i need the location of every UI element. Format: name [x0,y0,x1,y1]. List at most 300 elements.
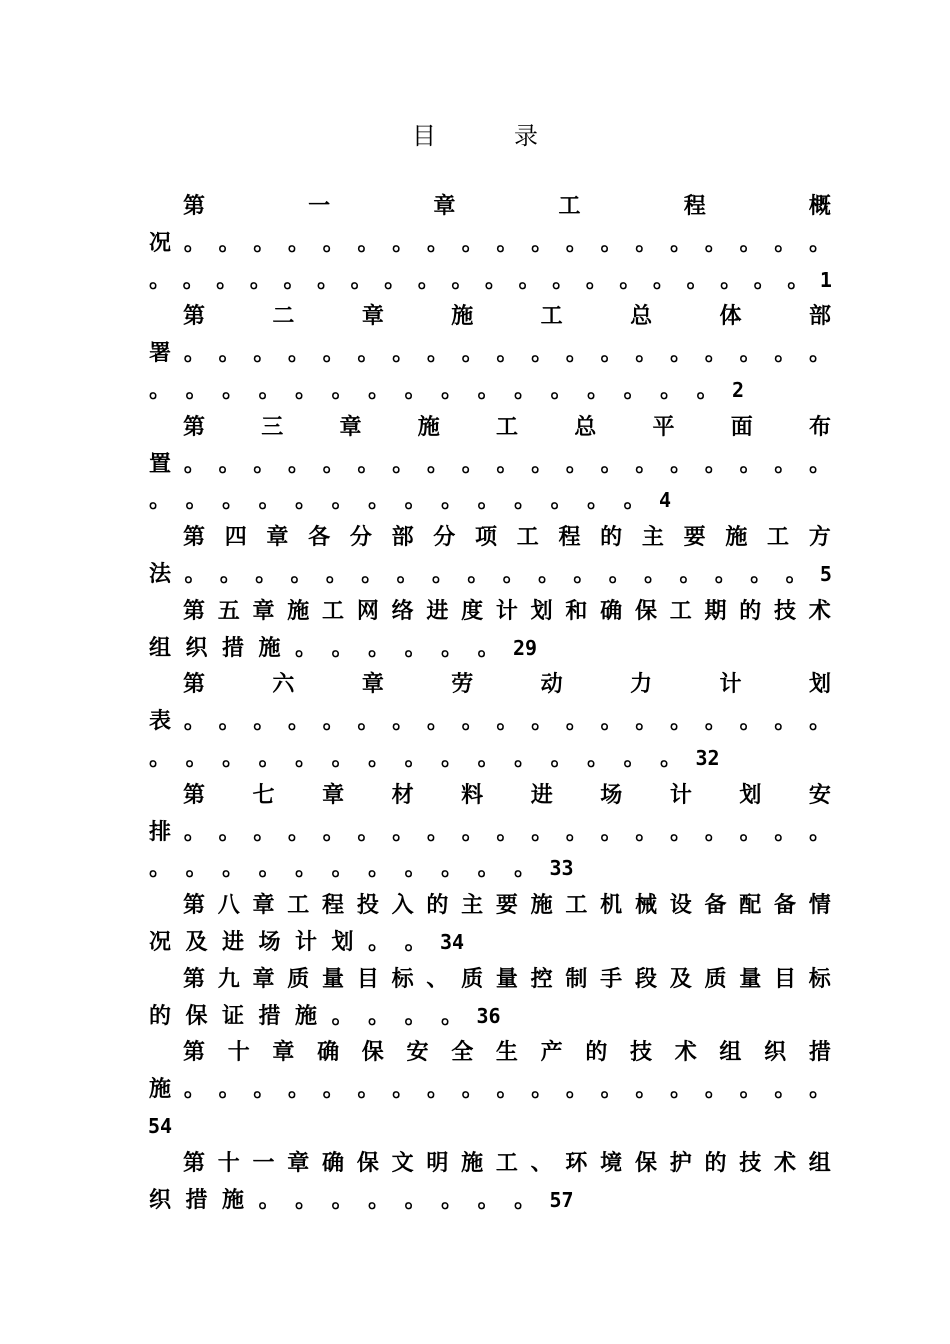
leader-dot: 。 [586,744,609,771]
leader-dot: 。 [316,266,339,293]
toc-char: 五 [217,597,240,624]
leader-dot: 。 [774,1076,797,1103]
toc-char: 计 [294,928,317,955]
toc-char: 、 [530,1149,553,1176]
toc-line [148,519,832,556]
leader-dot: 。 [644,560,667,587]
toc-char: 产 [540,1039,563,1066]
toc-char: 情 [808,892,831,919]
toc-char: 第 [182,597,205,624]
leader-dot: 。 [221,487,244,514]
leader-dot: 。 [573,560,596,587]
leader-dot: 。 [704,1076,727,1103]
toc-char: 场 [600,781,623,808]
toc-char: 术 [674,1039,697,1066]
leader-dot: 。 [253,340,276,367]
toc-page-number: 33 [549,856,574,881]
leader-dot: 。 [623,376,646,403]
toc-char: 量 [495,965,518,992]
toc-line [148,814,832,851]
leader-dot: 。 [322,229,345,256]
toc-char: 技 [630,1039,653,1066]
toc-char: 投 [356,892,379,919]
leader-dot: 。 [392,1076,415,1103]
toc-char: 方 [808,524,831,551]
toc-char: 第 [182,781,205,808]
toc-char: 网 [356,597,379,624]
toc-line [148,298,832,335]
toc-char: 七 [252,781,275,808]
leader-dot: 。 [635,450,658,477]
toc-char: 施 [530,892,553,919]
toc-char: 械 [634,892,657,919]
toc-char: 安 [406,1039,429,1066]
leader-dot: 。 [808,450,831,477]
leader-dot: 。 [739,229,762,256]
leader-dot: 。 [477,376,500,403]
toc-entry[interactable] [148,1145,832,1219]
leader-dot: 。 [258,376,281,403]
toc-char: 况 [148,928,171,955]
leader-dot: 。 [531,1076,554,1103]
toc-char: 第 [182,892,205,919]
leader-dot: 。 [608,560,631,587]
toc-page-number: 32 [695,745,720,770]
leader-dot: 。 [808,1076,831,1103]
leader-dot: 。 [322,340,345,367]
toc-char: 及 [185,928,208,955]
leader-dot: 。 [531,340,554,367]
toc-char: 力 [630,671,653,698]
toc-entry[interactable] [148,1034,832,1144]
leader-dot: 。 [258,744,281,771]
toc-char: 主 [641,524,664,551]
leader-dot: 。 [253,450,276,477]
toc-char: 质 [461,965,484,992]
leader-dot: 。 [774,229,797,256]
leader-dot: 。 [367,1186,390,1213]
leader-dot: 。 [600,818,623,845]
toc-line [148,740,832,777]
leader-dot: 。 [404,487,427,514]
leader-dot: 。 [467,560,490,587]
toc-char: 划 [331,928,354,955]
leader-dot: 。 [392,708,415,735]
toc-char: 织 [148,1186,171,1213]
toc-line [148,372,832,409]
toc-char: 工 [669,597,692,624]
leader-dot: 。 [253,818,276,845]
toc-char: 章 [252,597,275,624]
toc-entry[interactable] [148,887,832,961]
toc-char: 九 [217,965,240,992]
toc-line [148,703,832,740]
toc-title [0,118,950,154]
leader-dot: 。 [565,708,588,735]
toc-char: 章 [266,524,289,551]
leader-dot: 。 [600,229,623,256]
toc-char: 工 [565,892,588,919]
toc-char: 第 [182,1039,205,1066]
leader-dot: 。 [183,1076,206,1103]
toc-char: 分 [349,524,372,551]
leader-dot: 。 [600,708,623,735]
toc-char: 配 [739,892,762,919]
leader-dot: 。 [537,560,560,587]
toc-line [148,1145,832,1182]
leader-dot: 。 [679,560,702,587]
leader-dot: 。 [635,818,658,845]
toc-line [148,887,832,924]
toc-line [148,262,832,299]
leader-dot: 。 [331,1186,354,1213]
leader-dot: 。 [331,744,354,771]
leader-dot: 。 [477,744,500,771]
toc-page-number: 57 [549,1187,574,1212]
toc-char: 环 [565,1149,588,1176]
leader-dot: 。 [294,487,317,514]
leader-dot: 。 [183,450,206,477]
leader-dot: 。 [392,818,415,845]
toc-char: 工 [495,1149,518,1176]
toc-char: 标 [808,965,831,992]
leader-dot: 。 [182,266,205,293]
leader-dot: 。 [565,229,588,256]
toc-char: 十 [217,1149,240,1176]
leader-dot: 。 [253,708,276,735]
leader-dot: 。 [440,855,463,882]
leader-dot: 。 [565,818,588,845]
leader-dot: 。 [384,266,407,293]
toc-char: 工 [287,892,310,919]
toc-page-number: 5 [819,561,832,586]
leader-dot: 。 [652,266,675,293]
toc-char: 进 [426,597,449,624]
leader-dot: 。 [440,744,463,771]
toc-entry[interactable] [148,961,832,1035]
toc-entry[interactable] [148,593,832,667]
toc-line [148,777,832,814]
leader-dot: 。 [659,744,682,771]
leader-dot: 。 [367,634,390,661]
leader-dot: 。 [704,229,727,256]
leader-dot: 。 [565,450,588,477]
toc-char: 织 [185,634,208,661]
toc-entry[interactable] [148,519,832,593]
leader-dot: 。 [739,450,762,477]
leader-dot: 。 [331,376,354,403]
toc-line [148,409,832,446]
leader-dot: 。 [184,560,207,587]
leader-dot: 。 [552,266,575,293]
leader-dot: 。 [294,376,317,403]
toc-char: 入 [391,892,414,919]
toc-char: 要 [495,892,518,919]
leader-dot: 。 [750,560,773,587]
leader-dot: 。 [396,560,419,587]
leader-dot: 。 [513,487,536,514]
toc-char: 技 [774,597,797,624]
toc-char: 法 [148,560,171,587]
leader-dot: 。 [148,487,171,514]
toc-char: 工 [322,597,345,624]
toc-char: 劳 [451,671,474,698]
toc-page-number: 1 [819,267,832,292]
leader-dot: 。 [774,450,797,477]
toc-char: 措 [808,1039,831,1066]
toc-char: 保 [634,1149,657,1176]
leader-dot: 。 [294,744,317,771]
leader-dot: 。 [367,855,390,882]
toc-char: 章 [339,413,362,440]
toc-entry[interactable] [148,666,832,776]
toc-char: 段 [634,965,657,992]
leader-dot: 。 [392,340,415,367]
toc-char: 工 [767,524,790,551]
toc-page-number: 34 [440,929,465,954]
leader-dot: 。 [513,744,536,771]
toc-line [148,998,832,1035]
leader-dot: 。 [426,1076,449,1103]
toc-char: 、 [426,965,449,992]
toc-line [148,188,832,225]
toc-char: 署 [148,340,171,367]
toc-char: 划 [808,671,831,698]
toc-char: 章 [433,193,456,219]
leader-dot: 。 [774,340,797,367]
leader-dot: 。 [704,818,727,845]
leader-dot: 。 [753,266,776,293]
leader-dot: 。 [148,266,171,293]
leader-dot: 。 [477,634,500,661]
leader-dot: 。 [183,340,206,367]
toc-char: 布 [808,413,831,440]
toc-char: 划 [739,781,762,808]
toc-char: 场 [258,928,281,955]
leader-dot: 。 [461,1076,484,1103]
toc-char: 项 [475,524,498,551]
toc-line [148,1182,832,1219]
leader-dot: 。 [183,818,206,845]
leader-dot: 。 [623,744,646,771]
toc-char: 手 [600,965,623,992]
toc-char: 施 [287,597,310,624]
toc-char: 确 [600,597,623,624]
toc-char: 第 [182,671,205,698]
toc-page-number: 4 [659,488,672,513]
toc-char: 工 [558,193,581,219]
leader-dot: 。 [785,560,808,587]
leader-dot: 。 [258,487,281,514]
toc-char: 料 [461,781,484,808]
toc-char: 划 [530,597,553,624]
toc-char: 施 [221,1186,244,1213]
toc-char: 和 [565,597,588,624]
leader-dot: 。 [550,487,573,514]
leader-dot: 。 [585,266,608,293]
toc-char: 的 [704,1149,727,1176]
leader-dot: 。 [357,1076,380,1103]
toc-char: 动 [540,671,563,698]
toc-char: 二 [272,303,295,330]
leader-dot: 。 [808,708,831,735]
toc-char: 术 [808,597,831,624]
toc-char: 第 [182,1149,205,1176]
toc-line [148,482,832,519]
leader-dot: 。 [218,818,241,845]
toc-char: 章 [287,1149,310,1176]
leader-dot: 。 [461,708,484,735]
toc-char: 机 [600,892,623,919]
leader-dot: 。 [361,560,384,587]
toc-char: 概 [808,193,831,219]
toc-char: 保 [361,1039,384,1066]
title-char-1: 目 [412,122,436,150]
leader-dot: 。 [461,340,484,367]
leader-dot: 。 [331,855,354,882]
toc-char: 保 [356,1149,379,1176]
leader-dot: 。 [221,376,244,403]
leader-dot: 。 [148,855,171,882]
leader-dot: 。 [440,487,463,514]
toc-char: 第 [182,303,205,330]
leader-dot: 。 [255,560,278,587]
toc-entry[interactable] [148,409,832,519]
leader-dot: 。 [635,708,658,735]
leader-dot: 。 [249,266,272,293]
leader-dot: 。 [357,818,380,845]
leader-dot: 。 [367,487,390,514]
leader-dot: 。 [426,818,449,845]
leader-dot: 。 [218,340,241,367]
leader-dot: 。 [367,928,390,955]
toc-line [148,1071,832,1108]
leader-dot: 。 [623,487,646,514]
toc-char: 施 [461,1149,484,1176]
leader-dot: 。 [808,818,831,845]
leader-dot: 。 [287,229,310,256]
toc-char: 施 [258,634,281,661]
leader-dot: 。 [496,708,519,735]
leader-dot: 。 [350,266,373,293]
toc-char: 护 [669,1149,692,1176]
toc-char: 程 [558,524,581,551]
toc-entry[interactable] [148,188,832,298]
leader-dot: 。 [325,560,348,587]
toc-char: 确 [322,1149,345,1176]
toc-char: 明 [426,1149,449,1176]
toc-entry[interactable] [148,298,832,408]
toc-char: 量 [322,965,345,992]
leader-dot: 。 [148,744,171,771]
toc-entry[interactable] [148,777,832,887]
leader-dot: 。 [218,229,241,256]
toc-char: 设 [669,892,692,919]
toc-char: 施 [417,413,440,440]
leader-dot: 。 [619,266,642,293]
leader-dot: 。 [659,376,682,403]
toc-char: 标 [391,965,414,992]
leader-dot: 。 [550,376,573,403]
toc-line [148,446,832,483]
toc-page-number: 54 [148,1113,173,1138]
toc-char: 量 [739,965,762,992]
leader-dot: 。 [253,1076,276,1103]
leader-dot: 。 [392,229,415,256]
leader-dot: 。 [739,818,762,845]
leader-dot: 。 [739,708,762,735]
toc-char: 保 [185,1002,208,1029]
toc-char: 控 [530,965,553,992]
toc-char: 章 [252,965,275,992]
leader-dot: 。 [586,376,609,403]
leader-dot: 。 [774,708,797,735]
toc-char: 文 [391,1149,414,1176]
toc-char: 主 [461,892,484,919]
leader-dot: 。 [496,818,519,845]
leader-dot: 。 [484,266,507,293]
toc-char: 的 [585,1039,608,1066]
leader-dot: 。 [477,487,500,514]
leader-dot: 。 [404,634,427,661]
leader-dot: 。 [417,266,440,293]
toc-line [148,1034,832,1071]
toc-char: 的 [148,1002,171,1029]
toc-char: 三 [261,413,284,440]
toc-line [148,630,832,667]
leader-dot: 。 [704,708,727,735]
toc-char: 生 [495,1039,518,1066]
leader-dot: 。 [426,708,449,735]
leader-dot: 。 [392,450,415,477]
leader-dot: 。 [185,744,208,771]
leader-dot: 。 [221,855,244,882]
leader-dot: 。 [714,560,737,587]
toc-char: 施 [451,303,474,330]
toc-char: 度 [461,597,484,624]
leader-dot: 。 [477,1186,500,1213]
leader-dot: 。 [426,450,449,477]
leader-dot: 。 [440,376,463,403]
leader-dot: 。 [739,1076,762,1103]
leader-dot: 。 [367,1002,390,1029]
leader-dot: 。 [440,1002,463,1029]
leader-dot: 。 [518,266,541,293]
leader-dot: 。 [218,450,241,477]
toc-char: 质 [287,965,310,992]
toc-line [148,961,832,998]
leader-dot: 。 [258,855,281,882]
leader-dot: 。 [183,229,206,256]
toc-char: 措 [258,1002,281,1029]
toc-char: 章 [361,303,384,330]
toc-char: 四 [224,524,247,551]
toc-char: 排 [148,818,171,845]
leader-dot: 。 [322,450,345,477]
leader-dot: 。 [600,340,623,367]
leader-dot: 。 [216,266,239,293]
toc-char: 质 [704,965,727,992]
toc-char: 部 [391,524,414,551]
toc-line [148,1108,832,1145]
leader-dot: 。 [287,818,310,845]
toc-char: 施 [294,1002,317,1029]
leader-dot: 。 [185,487,208,514]
leader-dot: 。 [670,229,693,256]
toc-char: 全 [451,1039,474,1066]
leader-dot: 。 [565,1076,588,1103]
leader-dot: 。 [502,560,525,587]
